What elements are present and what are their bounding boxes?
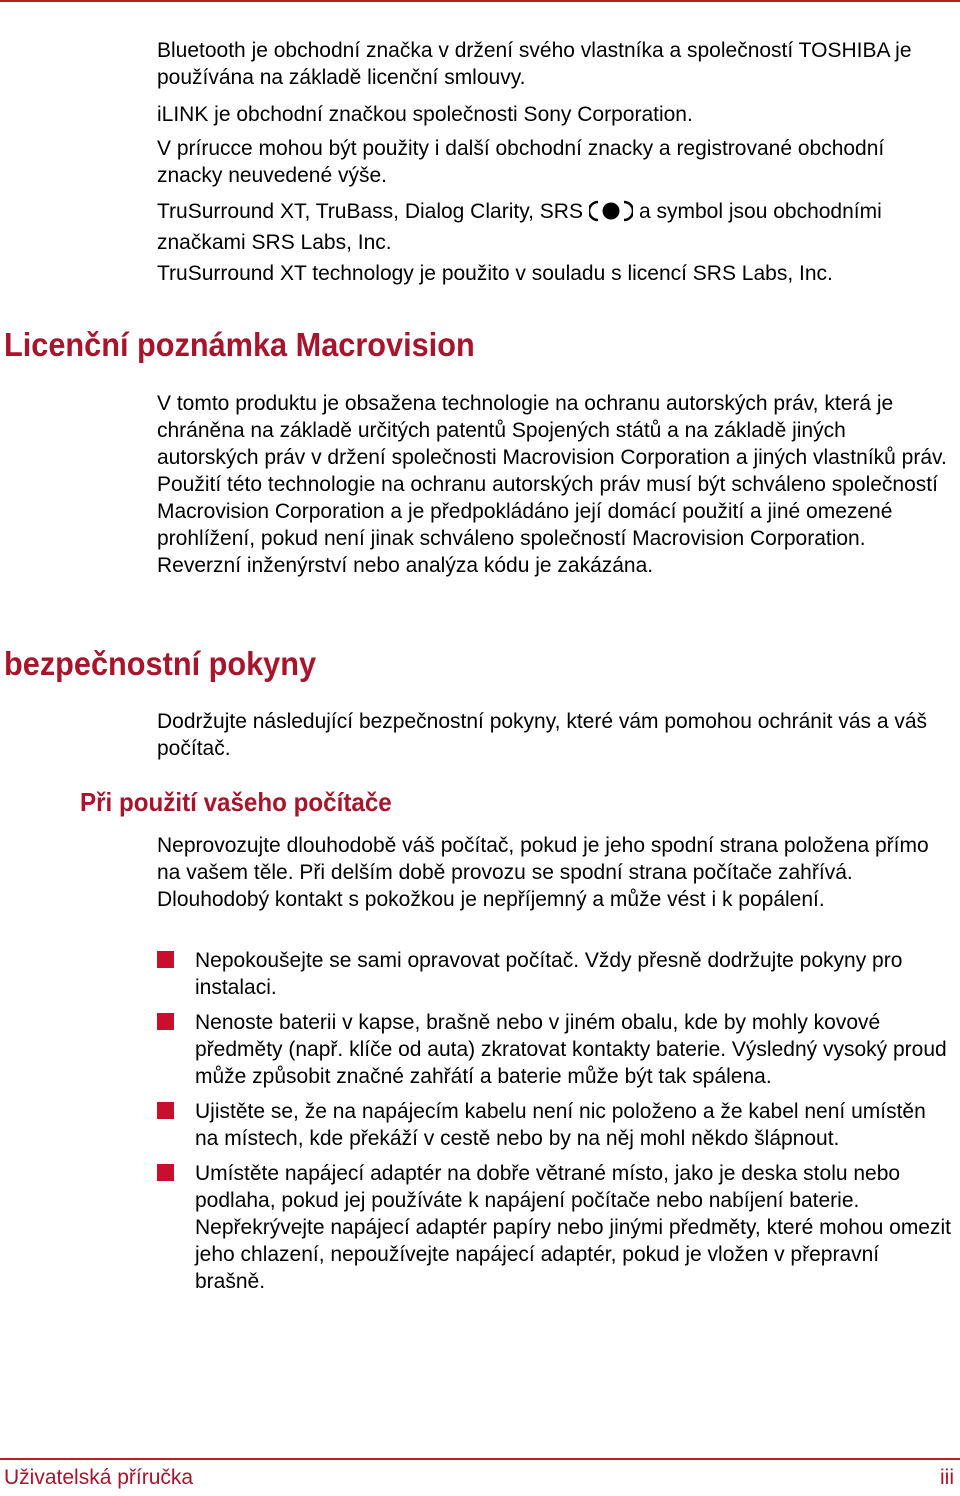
macrovision-heading: Licenční poznámka Macrovision xyxy=(4,326,475,363)
srs-text-after: a symbol jsou obchodními značkami SRS Labs, Inc. xyxy=(157,200,882,254)
bluetooth-trademark: Bluetooth je obchodní značka v držení svého vlastníka a společností TOSHIBA je používána na základě licenční smlouvy. xyxy=(157,39,912,89)
srs-text-before: TruSurround XT, TruBass, Dialog Clarity, SRS xyxy=(157,200,583,223)
srs-license: TruSurround XT technology je použito v souladu s licencí SRS Labs, Inc. xyxy=(157,262,833,285)
footer-rule xyxy=(0,1458,960,1460)
list-item xyxy=(157,1160,952,1295)
list-item xyxy=(157,1009,952,1090)
bullet-text: Nepokoušejte se sami opravovat počítač. Vždy přesně dodržujte pokyny pro instalaci. xyxy=(195,949,903,999)
footer-title: Uživatelská příručka xyxy=(4,1466,194,1489)
top-rule xyxy=(0,0,960,4)
bullet-text: Umístěte napájecí adaptér na dobře větrané místo, jako je deska stolu nebo podlaha, pokud jej používáte k napájení počítače nebo nabíjení baterie. Nepřekrývejte napájecí adaptér papíry nebo jinými předměty, které mohou omezit jeho chlazení, nepoužívejte napájecí adaptér, pokud je vložen v přepravní brašně. xyxy=(195,1162,951,1293)
list-item xyxy=(157,1098,952,1152)
safety-bullet-list xyxy=(157,947,952,1303)
bullet-square-icon xyxy=(157,1164,174,1181)
other-trademarks: V prírucce mohou být použity i další obchodní znacky a registrované obchodní znacky neuvedené výše. xyxy=(157,137,885,187)
page-number: iii xyxy=(940,1466,954,1489)
bullet-text: Nenoste baterii v kapse, brašně nebo v jiném obalu, kde by mohly kovové předměty (např. klíče od auta) zkratovat kontakty baterie. Výsledný vysoký proud může způsobit značné zahřátí a baterie může být tak spálena. xyxy=(195,1011,947,1088)
srs-logo-icon xyxy=(589,200,633,229)
srs-trademark xyxy=(157,198,952,256)
computer-use-subheading: Při použití vašeho počítače xyxy=(80,787,392,817)
bullet-text: Ujistěte se, že na napájecím kabelu není nic položeno a že kabel není umístěn na místech, kde překáží v cestě nebo by na něj mohl někdo šlápnout. xyxy=(195,1100,926,1150)
bullet-square-icon xyxy=(157,1013,174,1030)
bullet-square-icon xyxy=(157,1102,174,1119)
ilink-trademark: iLINK je obchodní značkou společnosti Sony Corporation. xyxy=(157,103,693,126)
safety-intro: Dodržujte následující bezpečnostní pokyny, které vám pomohou ochránit vás a váš počítač. xyxy=(157,710,928,760)
macrovision-text: V tomto produktu je obsažena technologie na ochranu autorských práv, která je chráněna na základě určitých patentů Spojených států a na základě jiných autorských práv v držení společnosti Macrovision Corporation a jiných vlastníků práv. Použití této technologie na ochranu autorských práv musí být schváleno společností Macrovision Corporation a je předpokládáno její domácí použití a jiné omezené prohlížení, pokud není jinak schváleno společností Macrovision Corporation. Reverzní inženýrství nebo analýza kódu je zakázána. xyxy=(157,392,947,577)
bullet-square-icon xyxy=(157,951,174,968)
computer-use-intro: Neprovozujte dlouhodobě váš počítač, pokud je jeho spodní strana položena přímo na vašem těle. Při delším době provozu se spodní strana počítače zahřívá. Dlouhodobý kontakt s pokožkou je nepříjemný a může vést i k popálení. xyxy=(157,834,929,911)
list-item xyxy=(157,947,952,1001)
safety-heading: bezpečnostní pokyny xyxy=(4,645,317,682)
